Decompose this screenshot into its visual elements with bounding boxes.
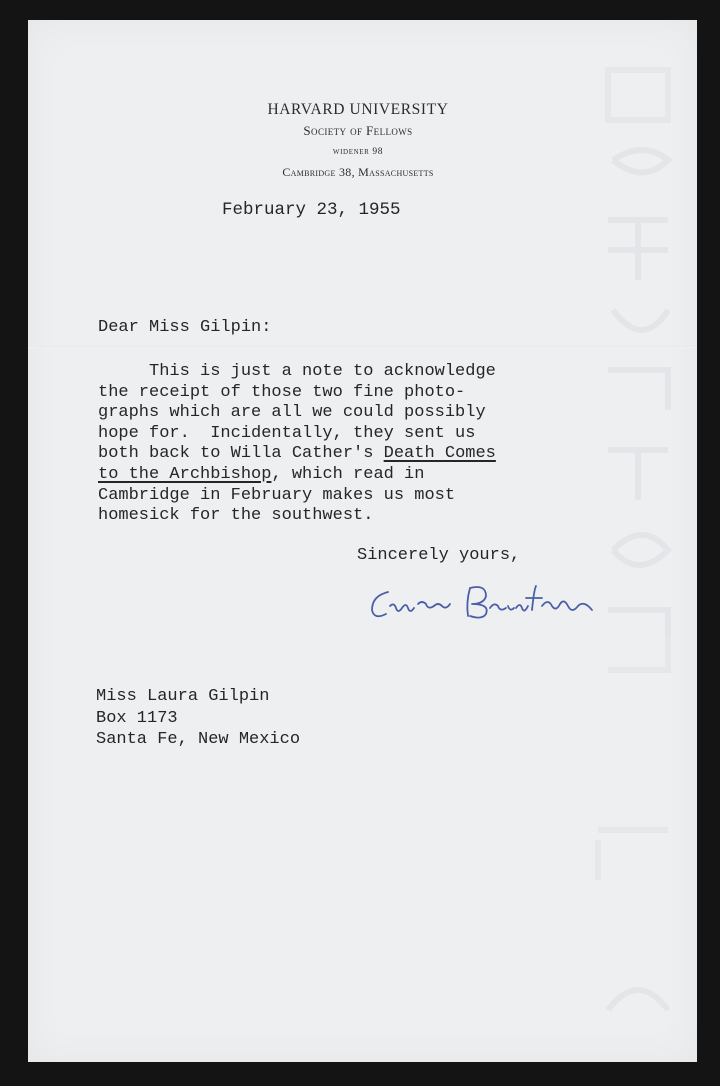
letter-page <box>28 20 697 1062</box>
body-line-text: , which read in <box>271 464 425 484</box>
recipient-name: Miss Laura Gilpin <box>96 687 270 706</box>
letterhead-building: widener 98 <box>332 147 384 157</box>
body-line <box>98 444 496 465</box>
recipient-location: Santa Fe, New Mexico <box>96 730 301 749</box>
letter-body <box>98 362 496 527</box>
body-line: graphs which are all we could possibly <box>98 403 486 423</box>
letter-date: February 23, 1955 <box>222 200 401 220</box>
recipient-address <box>96 686 300 751</box>
body-line: the receipt of those two fine photo- <box>98 382 466 402</box>
closing: Sincerely yours, <box>357 546 521 565</box>
handwritten-signature <box>366 580 626 626</box>
body-line: This is just a note to acknowledge <box>98 362 496 381</box>
letterhead <box>188 100 528 182</box>
body-line: homesick for the southwest. <box>98 506 374 526</box>
body-line-text: both back to Willa Cather's <box>98 444 384 464</box>
body-line <box>98 465 496 486</box>
letterhead-department: Society of Fellows <box>303 123 413 138</box>
salutation: Dear Miss Gilpin: <box>98 318 272 337</box>
body-line: hope for. Incidentally, they sent us <box>98 423 476 443</box>
book-title-part2: to the Archbishop <box>98 464 272 484</box>
paper-fold <box>28 346 697 348</box>
body-line: Cambridge in February makes us most <box>98 485 456 505</box>
stamp-watermark <box>588 50 698 1050</box>
letterhead-institution: HARVARD UNIVERSITY <box>267 101 449 118</box>
recipient-box: Box 1173 <box>96 708 178 728</box>
book-title-part1: Death Comes <box>383 444 496 464</box>
letterhead-city: Cambridge 38, Massachusetts <box>282 165 434 179</box>
